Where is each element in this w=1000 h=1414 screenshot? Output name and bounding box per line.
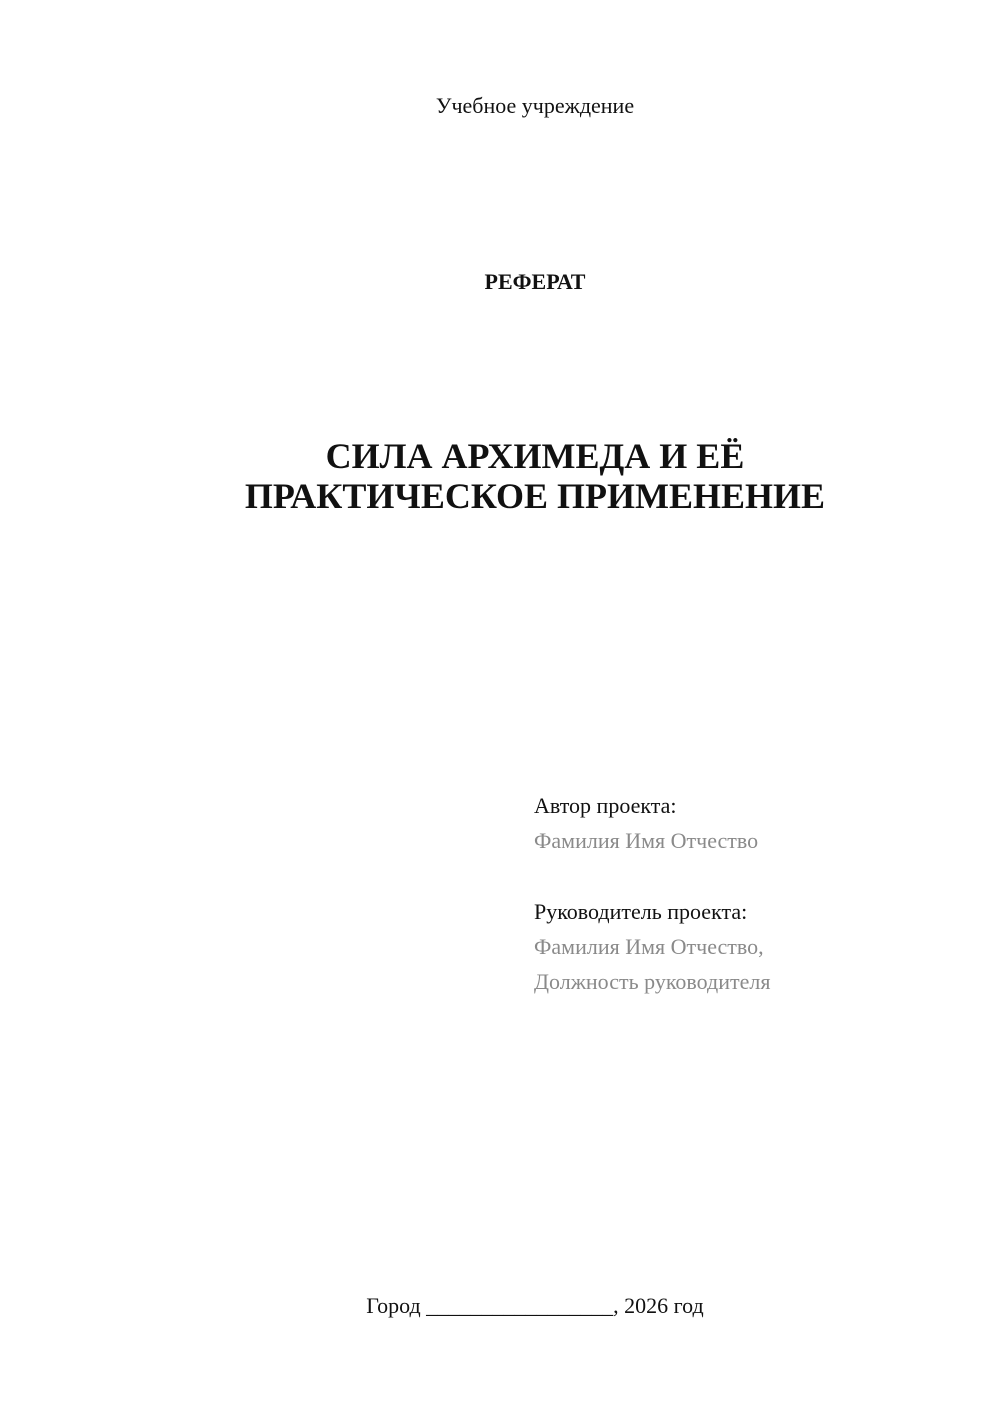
city-year-line: Город _________________, 2026 год (366, 1293, 704, 1318)
document-type: РЕФЕРАТ (484, 269, 586, 294)
supervisor-label: Руководитель проекта: (534, 899, 748, 924)
author-label: Автор проекта: (534, 793, 677, 818)
institution-name: Учебное учреждение (435, 93, 635, 118)
title-line-1: СИЛА АРХИМЕДА И ЕЁ (325, 436, 745, 476)
supervisor-name: Фамилия Имя Отчество, (534, 934, 764, 959)
project-info-block (534, 788, 954, 999)
author-name: Фамилия Имя Отчество (534, 828, 759, 853)
document-title (0, 436, 1000, 516)
info-spacer (534, 858, 954, 894)
title-line-2: ПРАКТИЧЕСКОЕ ПРИМЕНЕНИЕ (244, 476, 826, 516)
supervisor-position: Должность руководителя (534, 969, 771, 994)
